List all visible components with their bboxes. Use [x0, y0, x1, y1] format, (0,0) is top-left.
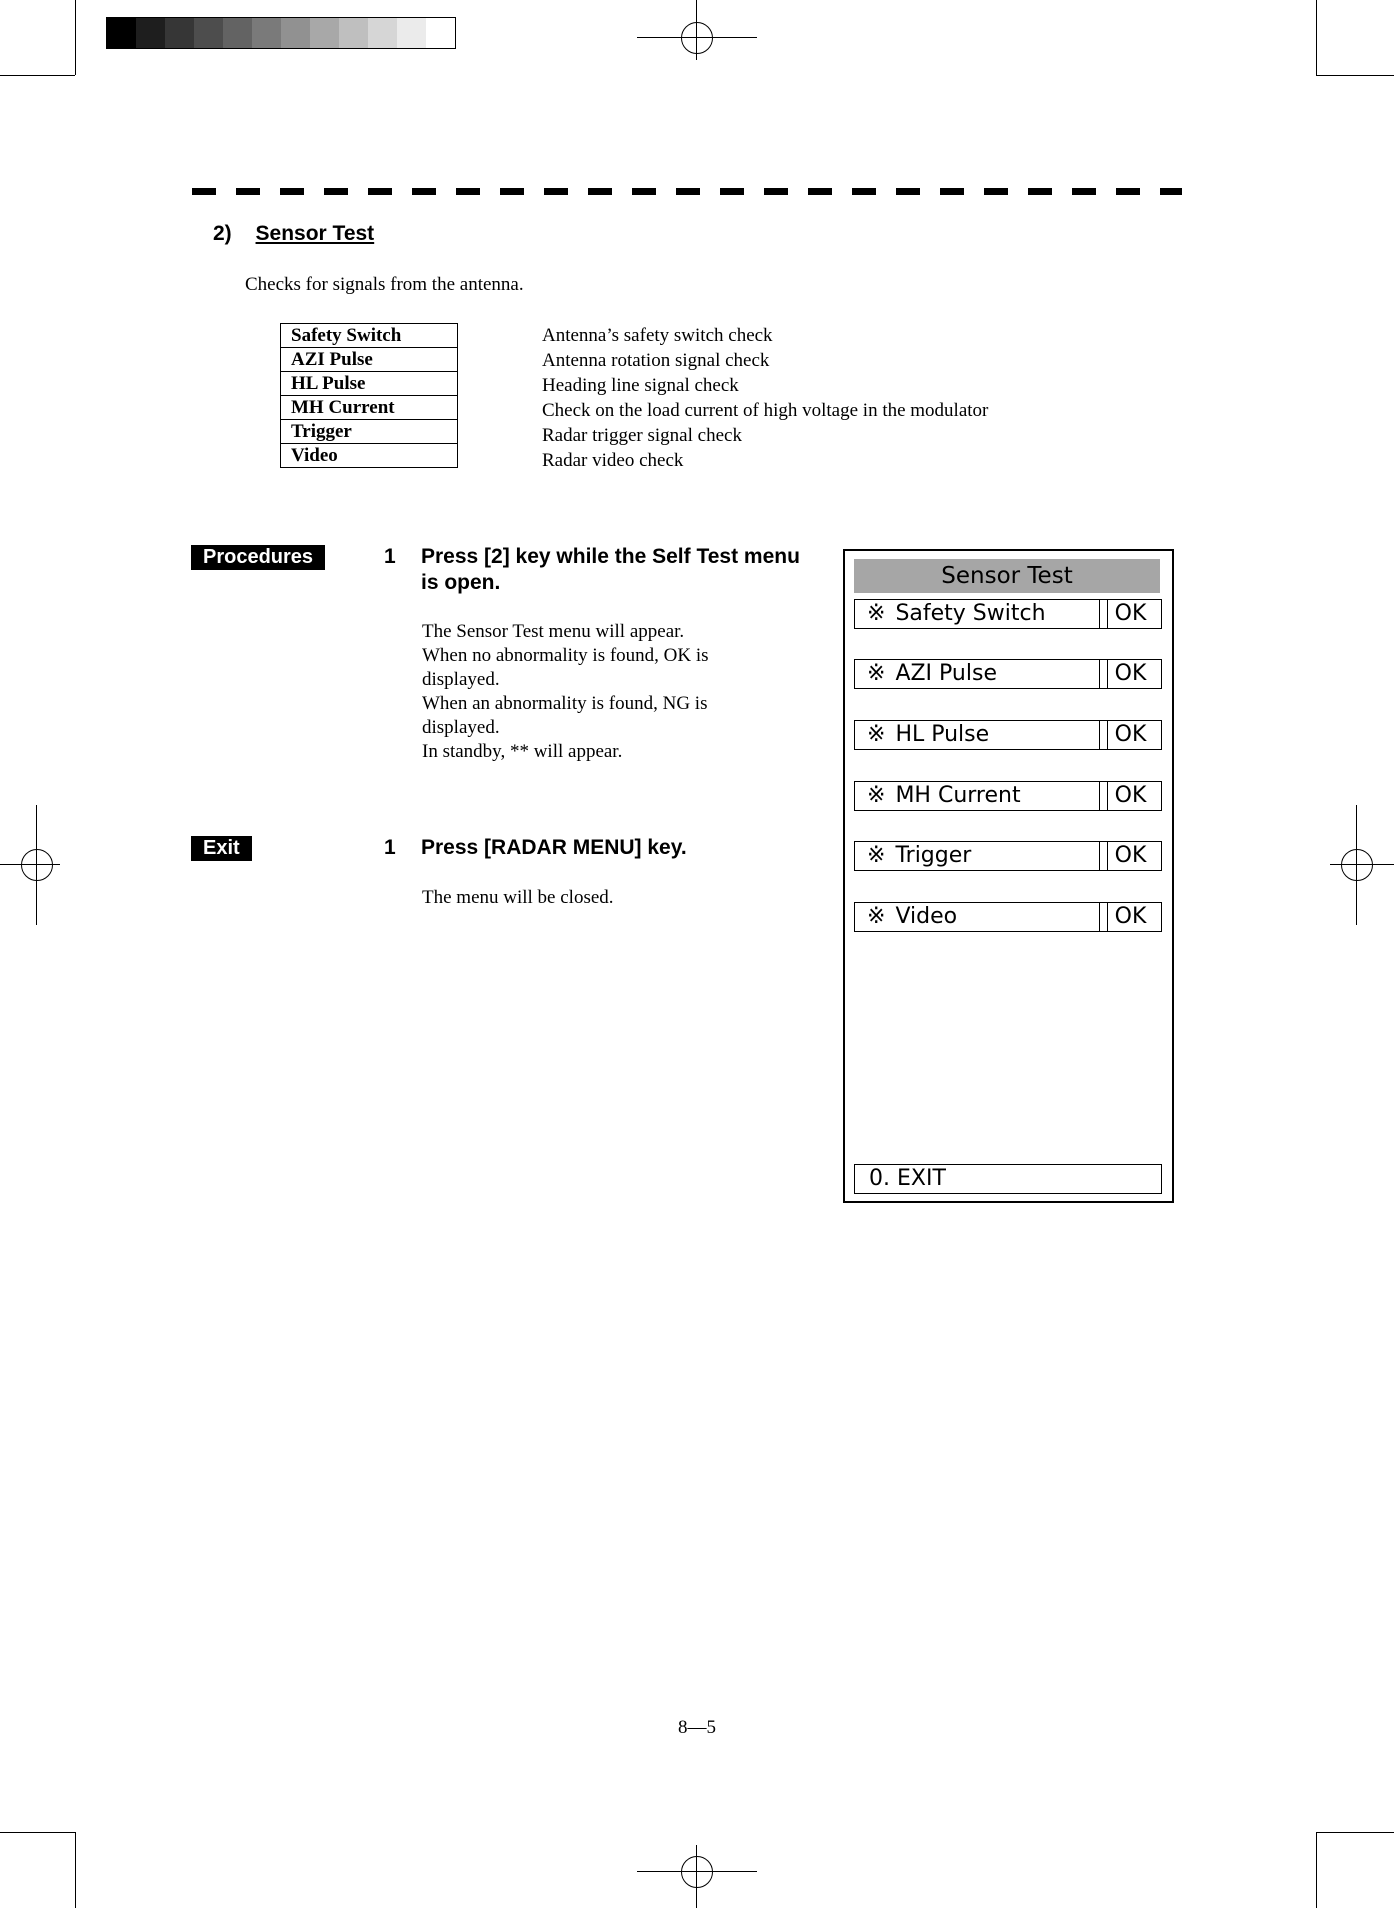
sensor-item-name: HL Pulse — [281, 372, 458, 396]
gray-swatch-3 — [165, 18, 194, 48]
screen-row-safety-switch[interactable] — [854, 599, 1164, 629]
sensor-test-screen — [843, 549, 1174, 1203]
reference-mark-icon: ※ — [867, 601, 886, 626]
dashed-divider — [192, 188, 1182, 195]
sensor-item-name: Video — [281, 444, 458, 468]
row-label: AZI Pulse — [895, 661, 997, 686]
sensor-items-table — [280, 323, 458, 468]
reference-mark-icon: ※ — [867, 783, 886, 808]
reference-mark-icon: ※ — [867, 661, 886, 686]
exit-step-number: 1 — [384, 836, 396, 859]
gray-swatch-4 — [194, 18, 223, 48]
gray-swatch-6 — [252, 18, 281, 48]
row-status: OK — [1099, 902, 1162, 932]
sensor-item-name: Trigger — [281, 420, 458, 444]
reference-mark-icon: ※ — [867, 904, 886, 929]
exit-menu-item[interactable]: 0. EXIT — [854, 1164, 1162, 1194]
sensor-item-description: Check on the load current of high voltage in the modulator — [542, 400, 989, 421]
sensor-item-description: Antenna’s safety switch check — [542, 325, 773, 346]
section-intro: Checks for signals from the antenna. — [245, 274, 524, 295]
screen-title: Sensor Test — [854, 559, 1160, 593]
screen-row-azi-pulse[interactable] — [854, 659, 1164, 689]
row-label: Video — [895, 904, 958, 929]
procedures-step-title — [421, 544, 821, 596]
sensor-item-description: Radar video check — [542, 450, 684, 471]
screen-row-hl-pulse[interactable] — [854, 720, 1164, 750]
row-status: OK — [1099, 781, 1162, 811]
procedures-step-number: 1 — [384, 545, 396, 568]
row-status: OK — [1099, 659, 1162, 689]
sensor-item-name: Safety Switch — [281, 324, 458, 348]
row-label: Safety Switch — [895, 601, 1046, 626]
step-body-line: displayed. — [422, 717, 500, 738]
sensor-item-name: AZI Pulse — [281, 348, 458, 372]
gray-swatch-2 — [136, 18, 165, 48]
gray-swatch-10 — [368, 18, 397, 48]
screen-row-video[interactable] — [854, 902, 1164, 932]
exit-tag: Exit — [191, 836, 252, 861]
step-body-line: The Sensor Test menu will appear. — [422, 621, 685, 642]
section-number: 2) — [213, 222, 232, 245]
row-label-box — [854, 781, 1108, 811]
sensor-item-description: Antenna rotation signal check — [542, 350, 770, 371]
row-label: HL Pulse — [895, 722, 990, 747]
row-status: OK — [1099, 599, 1162, 629]
gray-swatch-11 — [397, 18, 426, 48]
sensor-item-description: Radar trigger signal check — [542, 425, 742, 446]
step-title-line: Press [2] key while the Self Test menu — [421, 545, 800, 568]
step-body-line: In standby, ** will appear. — [422, 741, 623, 762]
sensor-descriptions — [542, 323, 988, 473]
procedures-step-body — [422, 620, 752, 764]
page-number: 8―5 — [678, 1717, 716, 1738]
step-title-line: is open. — [421, 571, 501, 594]
step-body-line: displayed. — [422, 669, 500, 690]
section-title: Sensor Test — [255, 222, 375, 245]
gray-swatch-9 — [339, 18, 368, 48]
row-label-box — [854, 720, 1108, 750]
row-status: OK — [1099, 841, 1162, 871]
reference-mark-icon: ※ — [867, 843, 886, 868]
row-status: OK — [1099, 720, 1162, 750]
screen-row-mh-current[interactable] — [854, 781, 1164, 811]
procedures-tag: Procedures — [191, 545, 325, 570]
gray-swatch-7 — [281, 18, 310, 48]
row-label-box — [854, 841, 1108, 871]
step-body-line: When an abnormality is found, NG is — [422, 693, 708, 714]
section-heading — [213, 222, 374, 246]
gray-swatch-12 — [426, 18, 455, 48]
row-label-box — [854, 599, 1108, 629]
sensor-item-name: MH Current — [281, 396, 458, 420]
row-label: MH Current — [895, 783, 1021, 808]
gray-swatch-8 — [310, 18, 339, 48]
screen-row-trigger[interactable] — [854, 841, 1164, 871]
step-body-line: When no abnormality is found, OK is — [422, 645, 709, 666]
gray-swatch-5 — [223, 18, 252, 48]
row-label: Trigger — [895, 843, 972, 868]
row-label-box — [854, 902, 1108, 932]
row-label-box — [854, 659, 1108, 689]
exit-step-title: Press [RADAR MENU] key. — [421, 836, 687, 859]
gray-swatch-1 — [107, 18, 136, 48]
exit-step-body: The menu will be closed. — [422, 887, 614, 908]
sensor-item-description: Heading line signal check — [542, 375, 739, 396]
reference-mark-icon: ※ — [867, 722, 886, 747]
grayscale-calibration-bar — [106, 17, 456, 49]
